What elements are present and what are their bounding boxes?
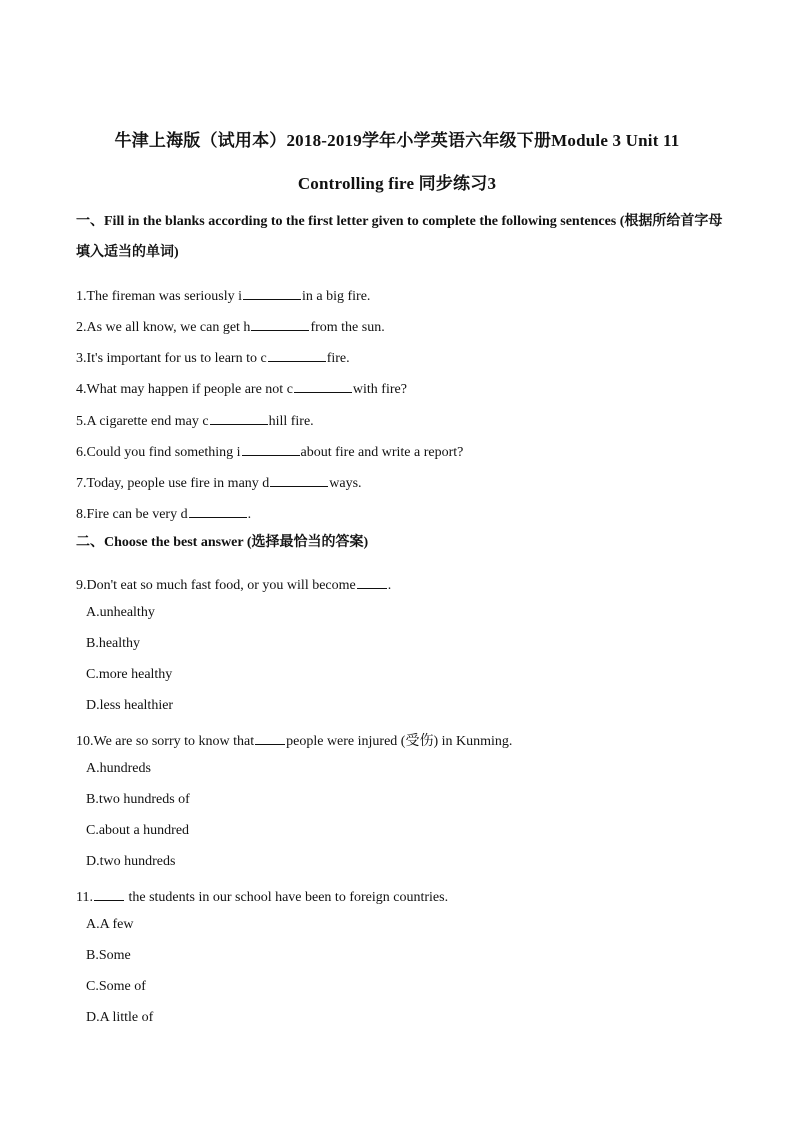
answer-blank[interactable] [251, 316, 309, 331]
q9-option-a[interactable]: A.unhealthy [86, 605, 155, 620]
q10-option-c[interactable]: C.about a hundred [86, 823, 190, 838]
answer-blank[interactable] [270, 472, 328, 487]
section1-heading: 一、Fill in the blanks according to the first letter given to complete the following sentences (根据所给首字母填入适当的单词) [76, 214, 723, 260]
q10-option-a[interactable]: A.hundreds [86, 761, 151, 776]
fill-item-6: 6.Could you find something i about fire and write a report? [76, 441, 463, 461]
answer-blank[interactable] [94, 886, 124, 901]
q11-option-a[interactable]: A.A few [86, 917, 134, 932]
answer-blank[interactable] [294, 378, 352, 393]
fill-item-8: 8.Fire can be very d . [76, 503, 251, 523]
fill-item-1: 1.The fireman was seriously i in a big fire. [76, 285, 370, 305]
answer-blank[interactable] [243, 285, 301, 300]
q9-option-b[interactable]: B.healthy [86, 636, 141, 651]
fill-item-4: 4.What may happen if people are not c with fire? [76, 378, 407, 398]
answer-blank[interactable] [189, 503, 247, 518]
question-11: 11. the students in our school have been to foreign countries. [76, 886, 448, 906]
page-title-line1: 牛津上海版（试用本）2018-2019学年小学英语六年级下册Module 3 Unit 11 [114, 131, 680, 150]
q11-option-c[interactable]: C.Some of [86, 979, 146, 994]
q10-option-b[interactable]: B.two hundreds of [86, 792, 190, 807]
q11-option-d[interactable]: D.A little of [86, 1010, 154, 1025]
q9-option-d[interactable]: D.less healthier [86, 698, 174, 713]
answer-blank[interactable] [242, 441, 300, 456]
fill-item-2: 2.As we all know, we can get h from the sun. [76, 316, 385, 336]
q11-option-b[interactable]: B.Some [86, 948, 131, 963]
fill-item-5: 5.A cigarette end may c hill fire. [76, 410, 314, 430]
q9-option-c[interactable]: C.more healthy [86, 667, 173, 682]
fill-item-3: 3.It's important for us to learn to c fire. [76, 347, 350, 367]
question-10: 10.We are so sorry to know that people were injured (受伤) in Kunming. [76, 730, 512, 750]
page-title-line2: Controlling fire 同步练习3 [297, 174, 497, 193]
answer-blank[interactable] [255, 730, 285, 745]
answer-blank[interactable] [357, 574, 387, 589]
section2-heading: 二、Choose the best answer (选择最恰当的答案) [76, 535, 369, 550]
fill-item-7: 7.Today, people use fire in many d ways. [76, 472, 362, 492]
answer-blank[interactable] [210, 410, 268, 425]
answer-blank[interactable] [268, 347, 326, 362]
q10-option-d[interactable]: D.two hundreds [86, 854, 176, 869]
question-9: 9.Don't eat so much fast food, or you will become . [76, 574, 391, 594]
